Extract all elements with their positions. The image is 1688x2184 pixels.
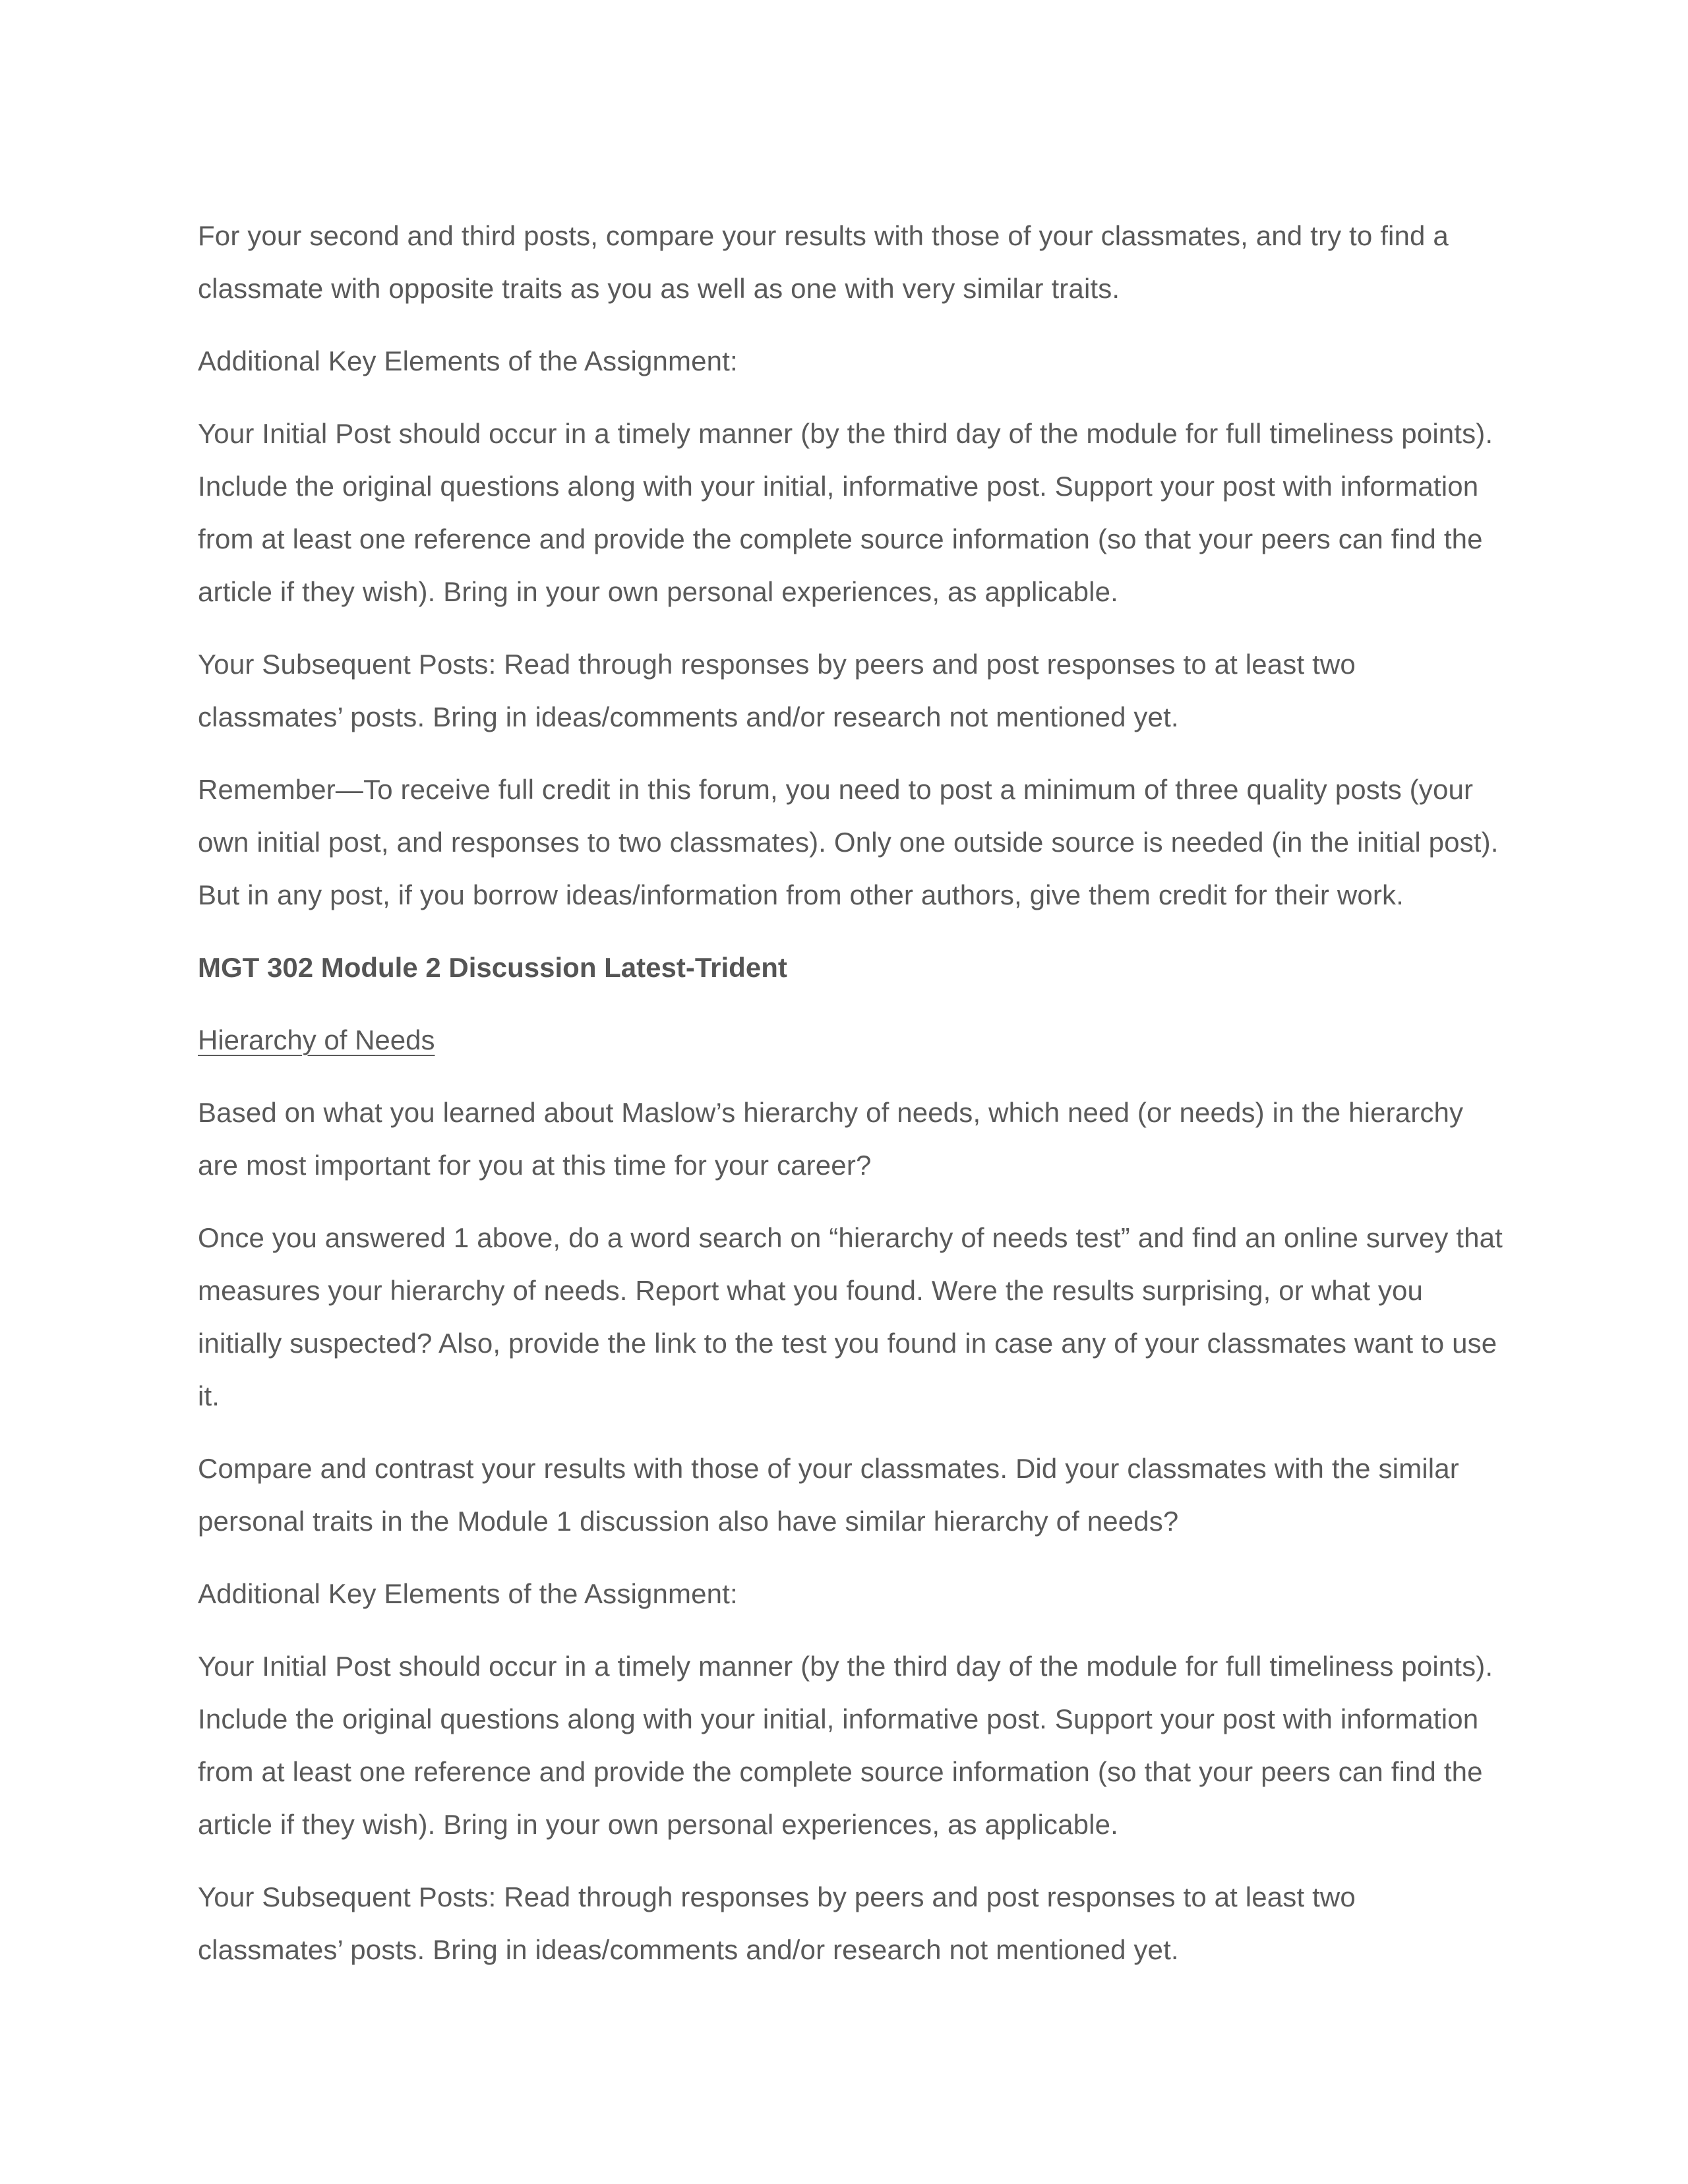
paragraph-key-elements-label-2: Additional Key Elements of the Assignment: [198, 1578, 738, 1609]
paragraph-remember: Remember—To receive full credit in this forum, you need to post a minimum of three quality posts (your own initial post, and responses to two classmates). Only one outside source is needed (in the initial post). But in any post, if you borrow ideas/information from other authors, give them credit for their work. [198, 774, 1499, 910]
section-subheading: Hierarchy of Needs [198, 1024, 435, 1055]
paragraph-initial-post-2: Your Initial Post should occur in a timely manner (by the third day of the module for full timeliness points). Include the original questions along with your initial, informative post. Support your post with information from at least one reference and provide the complete source information (so that your peers can find the article if they wish). Bring in your own personal experiences, as applicable. [198, 1651, 1493, 1840]
section-heading: MGT 302 Module 2 Discussion Latest-Trident [198, 952, 787, 983]
paragraph-second-third-posts: For your second and third posts, compare your results with those of your classmates, and try to find a classmate with opposite traits as you as well as one with very similar traits. [198, 220, 1449, 304]
paragraph-initial-post: Your Initial Post should occur in a timely manner (by the third day of the module for full timeliness points). Include the original questions along with your initial, informative post. Support your post with information from at least one reference and provide the complete source information (so that your peers can find the article if they wish). Bring in your own personal experiences, as applicable. [198, 418, 1493, 607]
paragraph-key-elements-label: Additional Key Elements of the Assignment: [198, 345, 738, 376]
paragraph-compare-contrast: Compare and contrast your results with those of your classmates. Did your classmates with the similar personal traits in the Module 1 discussion also have similar hierarchy of needs? [198, 1453, 1459, 1537]
paragraph-word-search: Once you answered 1 above, do a word search on “hierarchy of needs test” and find an online survey that measures your hierarchy of needs. Report what you found. Were the results surprising, or what you initially suspected? Also, provide the link to the test you found in case any of your classmates want to use it. [198, 1222, 1503, 1411]
document-page [198, 210, 1503, 1996]
paragraph-maslow-question: Based on what you learned about Maslow’s hierarchy of needs, which need (or needs) in the hierarchy are most important for you at this time for your career? [198, 1097, 1464, 1181]
paragraph-subsequent-posts: Your Subsequent Posts: Read through responses by peers and post responses to at least two classmates’ posts. Bring in ideas/comments and/or research not mentioned yet. [198, 649, 1356, 732]
paragraph-subsequent-posts-2: Your Subsequent Posts: Read through responses by peers and post responses to at least two classmates’ posts. Bring in ideas/comments and/or research not mentioned yet. [198, 1881, 1356, 1965]
